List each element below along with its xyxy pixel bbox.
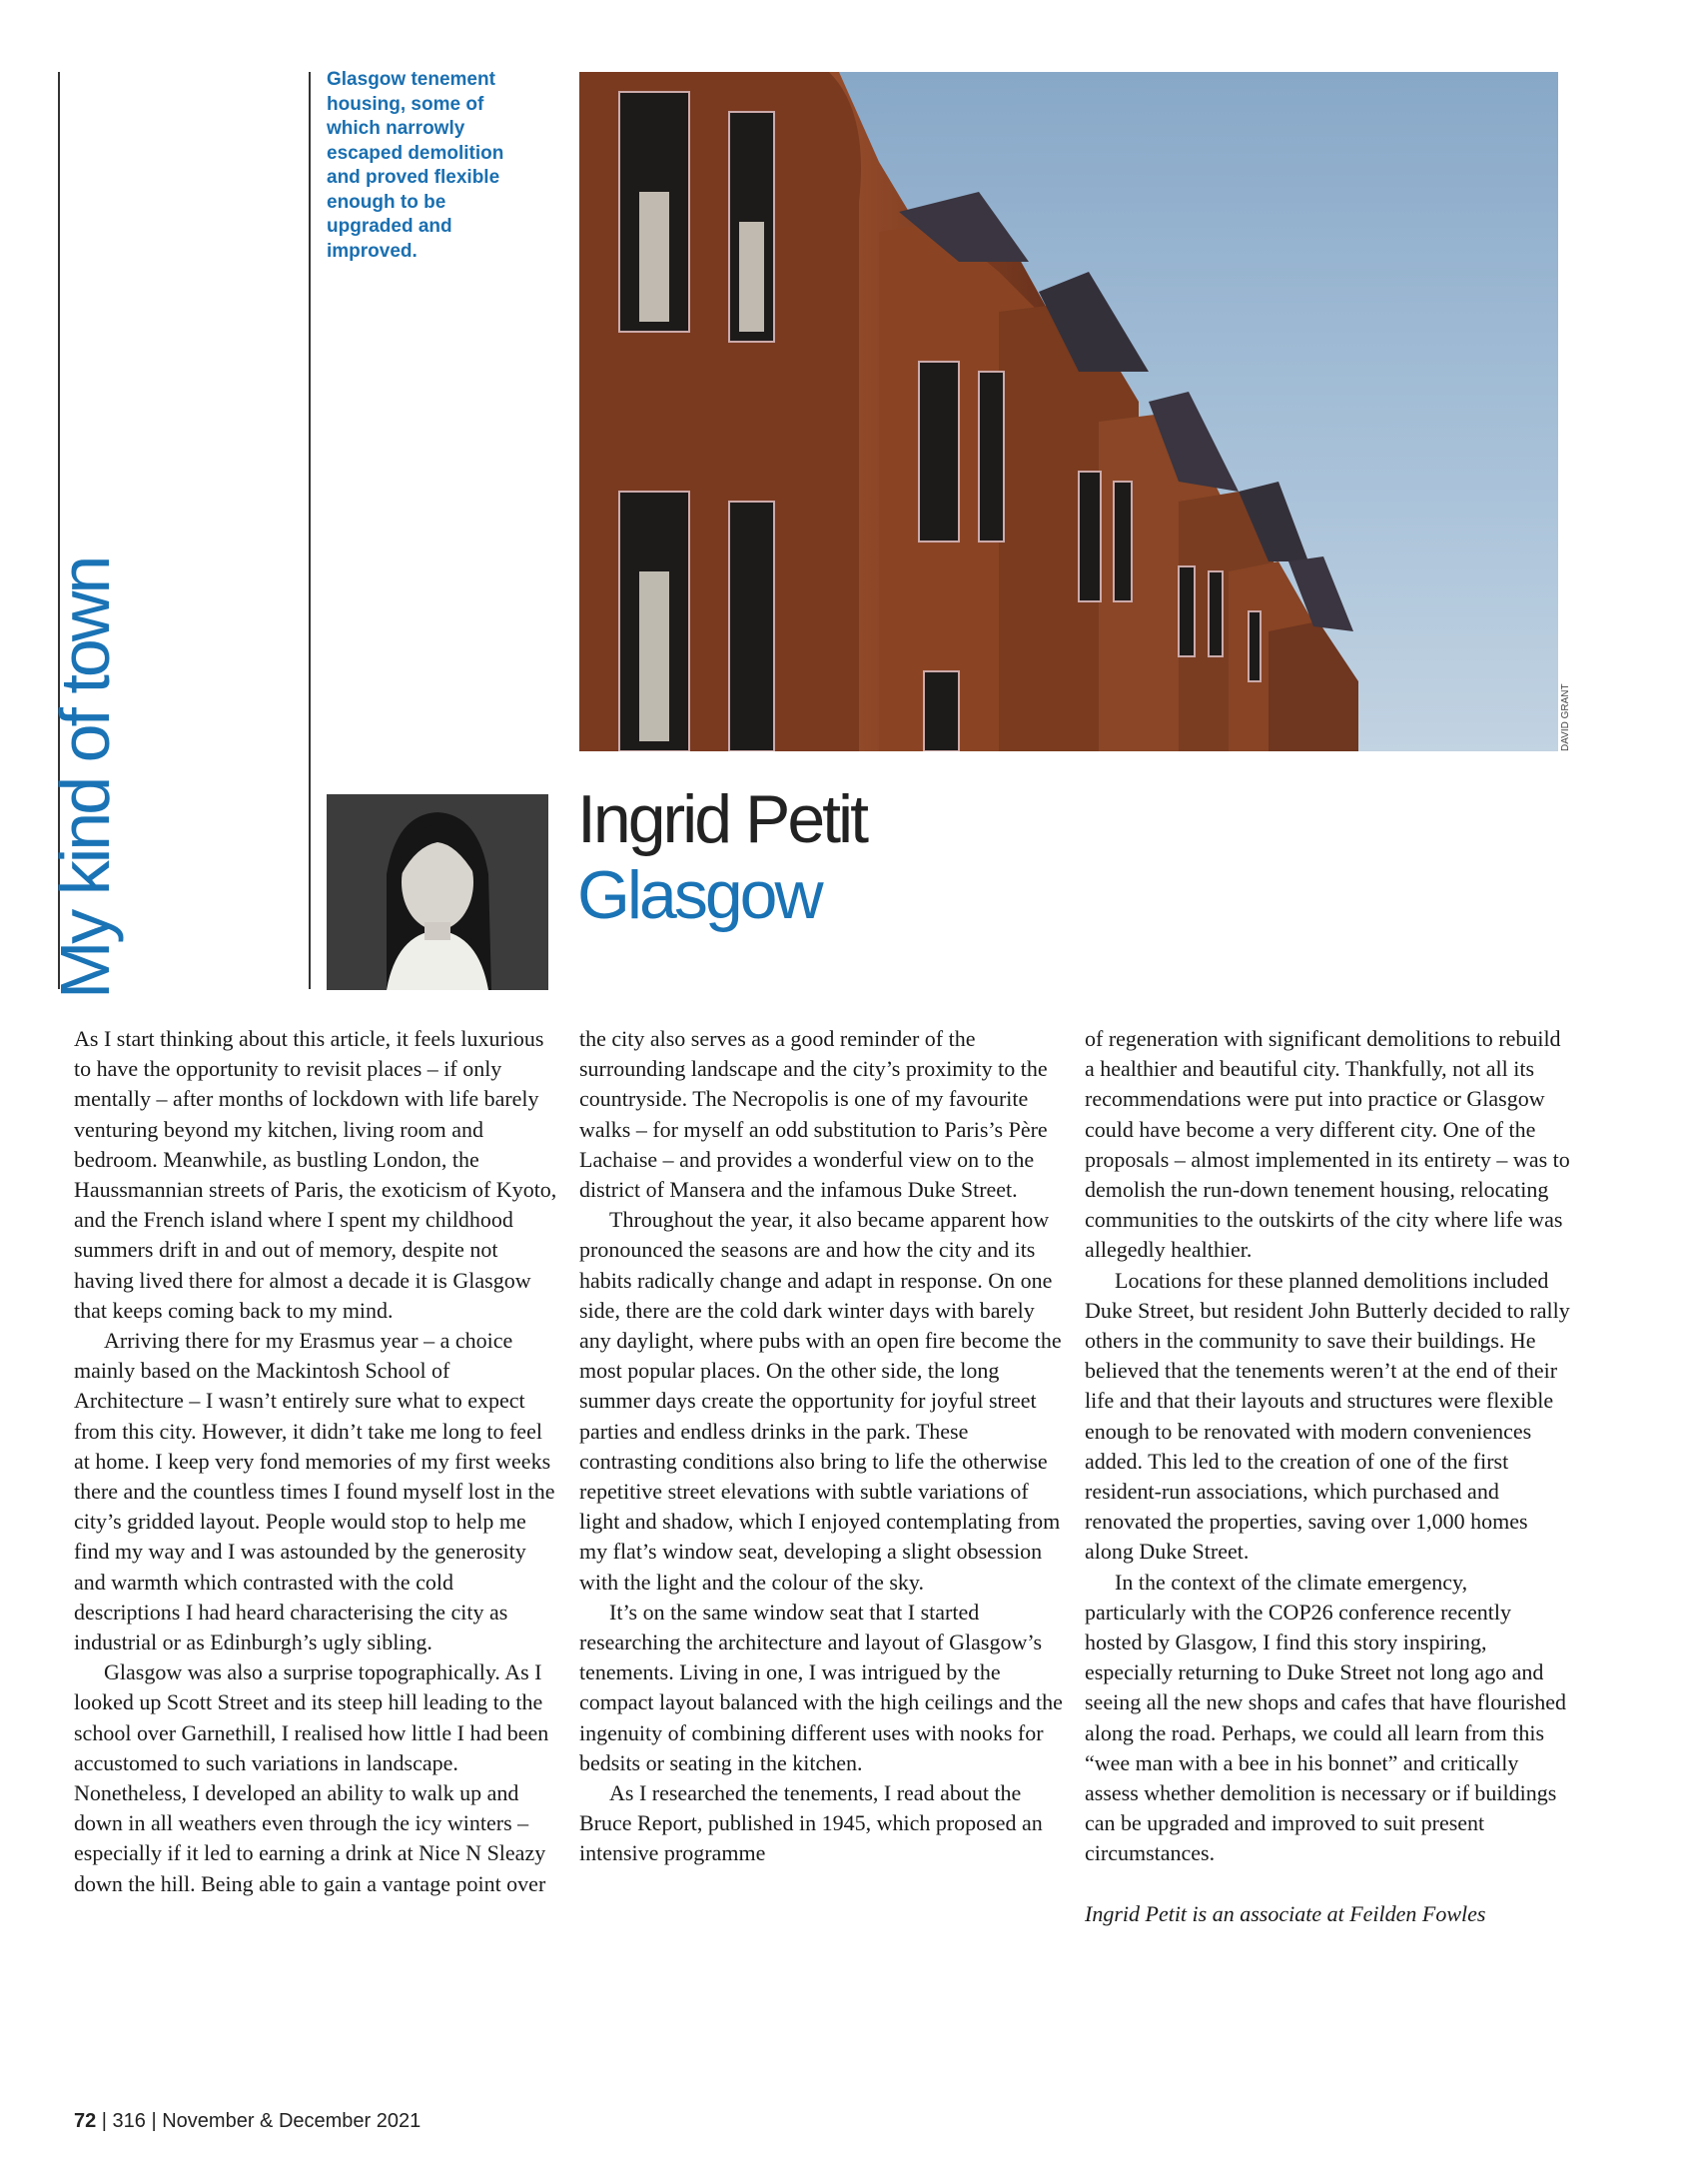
author-byline: Ingrid Petit is an associate at Feilden Fowles [1085, 1900, 1486, 1926]
section-title: My kind of town [46, 557, 124, 999]
article-column-2 [579, 1024, 1067, 1869]
photo-caption: Glasgow tenement housing, some of which narrowly escaped demolition and proved flexible enough to be upgraded and improved. [327, 69, 504, 262]
paragraph: In the context of the climate emergency, particularly with the COP26 conference recently hosted by Glasgow, I find this story inspiring, especially returning to Duke Street not long ago and seeing all the new shops and cafes that have flourished along the road. Perhaps, we could all learn from this “wee man with a bee in his bonnet” and critically assess whether demolition is necessary or if buildings can be upgraded and improved to suit present circumstances. [1085, 1569, 1567, 1866]
tenement-photo [579, 72, 1558, 751]
paragraph: As I start thinking about this article, it feels luxurious to have the opportunity to revisit places – if only mentally – after months of lockdown with life barely venturing beyond my kitchen, living room and bedroom. Meanwhile, as bustling London, the Haussmannian streets of Paris, the exoticism of Kyoto, and the French island where I spent my childhood summers drift in and out of memory, despite not having lived there for almost a decade it is Glasgow that keeps coming back to my mind. [74, 1026, 557, 1323]
author-name: Ingrid Petit [577, 781, 867, 857]
paragraph: Locations for these planned demolitions included Duke Street, but resident John Butterly decided to rally others in the community to save their buildings. He believed that the tenements weren’t at the end of their life and that their layouts and structures were flexible enough to be renovated with modern conveniences added. This led to the creation of one of the first resident-run associations, which purchased and renovated the properties, saving over 1,000 homes along Duke Street. [1085, 1267, 1570, 1565]
headline [577, 781, 1177, 933]
issue-info: | 316 | November & December 2021 [96, 2110, 422, 2132]
article-column-1 [74, 1024, 561, 1899]
paragraph: Throughout the year, it also became apparent how pronounced the seasons are and how the city and its habits radically change and adapt in response. On one side, there are the cold dark winter days with barely any daylight, where pubs with an open fire become the most popular places. On the other side, the long summer days create the opportunity for joyful street parties and endless drinks in the park. These contrasting conditions also bring to life the otherwise repetitive street elevations with subtle variations of light and shadow, which I enjoyed contemplating from my flat’s window seat, developing a slight obsession with the light and the colour of the sky. [579, 1207, 1062, 1595]
middle-rule [309, 72, 311, 989]
city-name: Glasgow [577, 857, 821, 933]
article-column-3 [1085, 1024, 1572, 1929]
photo-credit: DAVID GRANT [1560, 683, 1571, 751]
paragraph: It’s on the same window seat that I started researching the architecture and layout of Glasgow’s tenements. Living in one, I was intrigued by the compact layout balanced with the high ceilings and the ingenuity of combining different uses with nooks for bedsits or seating in the kitchen. [579, 1599, 1063, 1775]
paragraph: of regeneration with significant demolitions to rebuild a healthier and beautiful city. Thankfully, not all its recommendations were put into practice or Glasgow could have become a very different city. One of the proposals – almost implemented in its entirety – was to demolish the run-down tenement housing, relocating communities to the outskirts of the city where life was allegedly healthier. [1085, 1026, 1570, 1263]
paragraph: Glasgow was also a surprise topographically. As I looked up Scott Street and its steep hill leading to the school over Garnethill, I realised how little I had been accustomed to such variations in landscape. Nonetheless, I developed an ability to walk up and down in all weathers even through the icy winters – especially if it led to earning a drink at Nice N Sleazy down the hill. Being able to gain a vantage point over [74, 1659, 549, 1896]
page-number: 72 [74, 2110, 97, 2132]
page-footer [74, 2110, 421, 2133]
author-portrait [327, 794, 548, 990]
paragraph: the city also serves as a good reminder of the surrounding landscape and the city’s proximity to the countryside. The Necropolis is one of my favourite walks – for myself an odd substitution to Paris’s Père Lachaise – and provides a wonderful view on to the district of Mansera and the infamous Duke Street. [579, 1026, 1048, 1203]
paragraph: As I researched the tenements, I read about the Bruce Report, published in 1945, which proposed an intensive programme [579, 1780, 1043, 1866]
paragraph: Arriving there for my Erasmus year – a choice mainly based on the Mackintosh School of Architecture – I wasn’t entirely sure what to expect from this city. However, it didn’t take me long to feel at home. I keep very fond memories of my first weeks there and the countless times I found myself lost in the city’s gridded layout. People would stop to help me find my way and I was astounded by the generosity and warmth which contrasted with the cold descriptions I had heard characterising the city as industrial or as Edinburgh’s ugly sibling. [74, 1328, 555, 1655]
